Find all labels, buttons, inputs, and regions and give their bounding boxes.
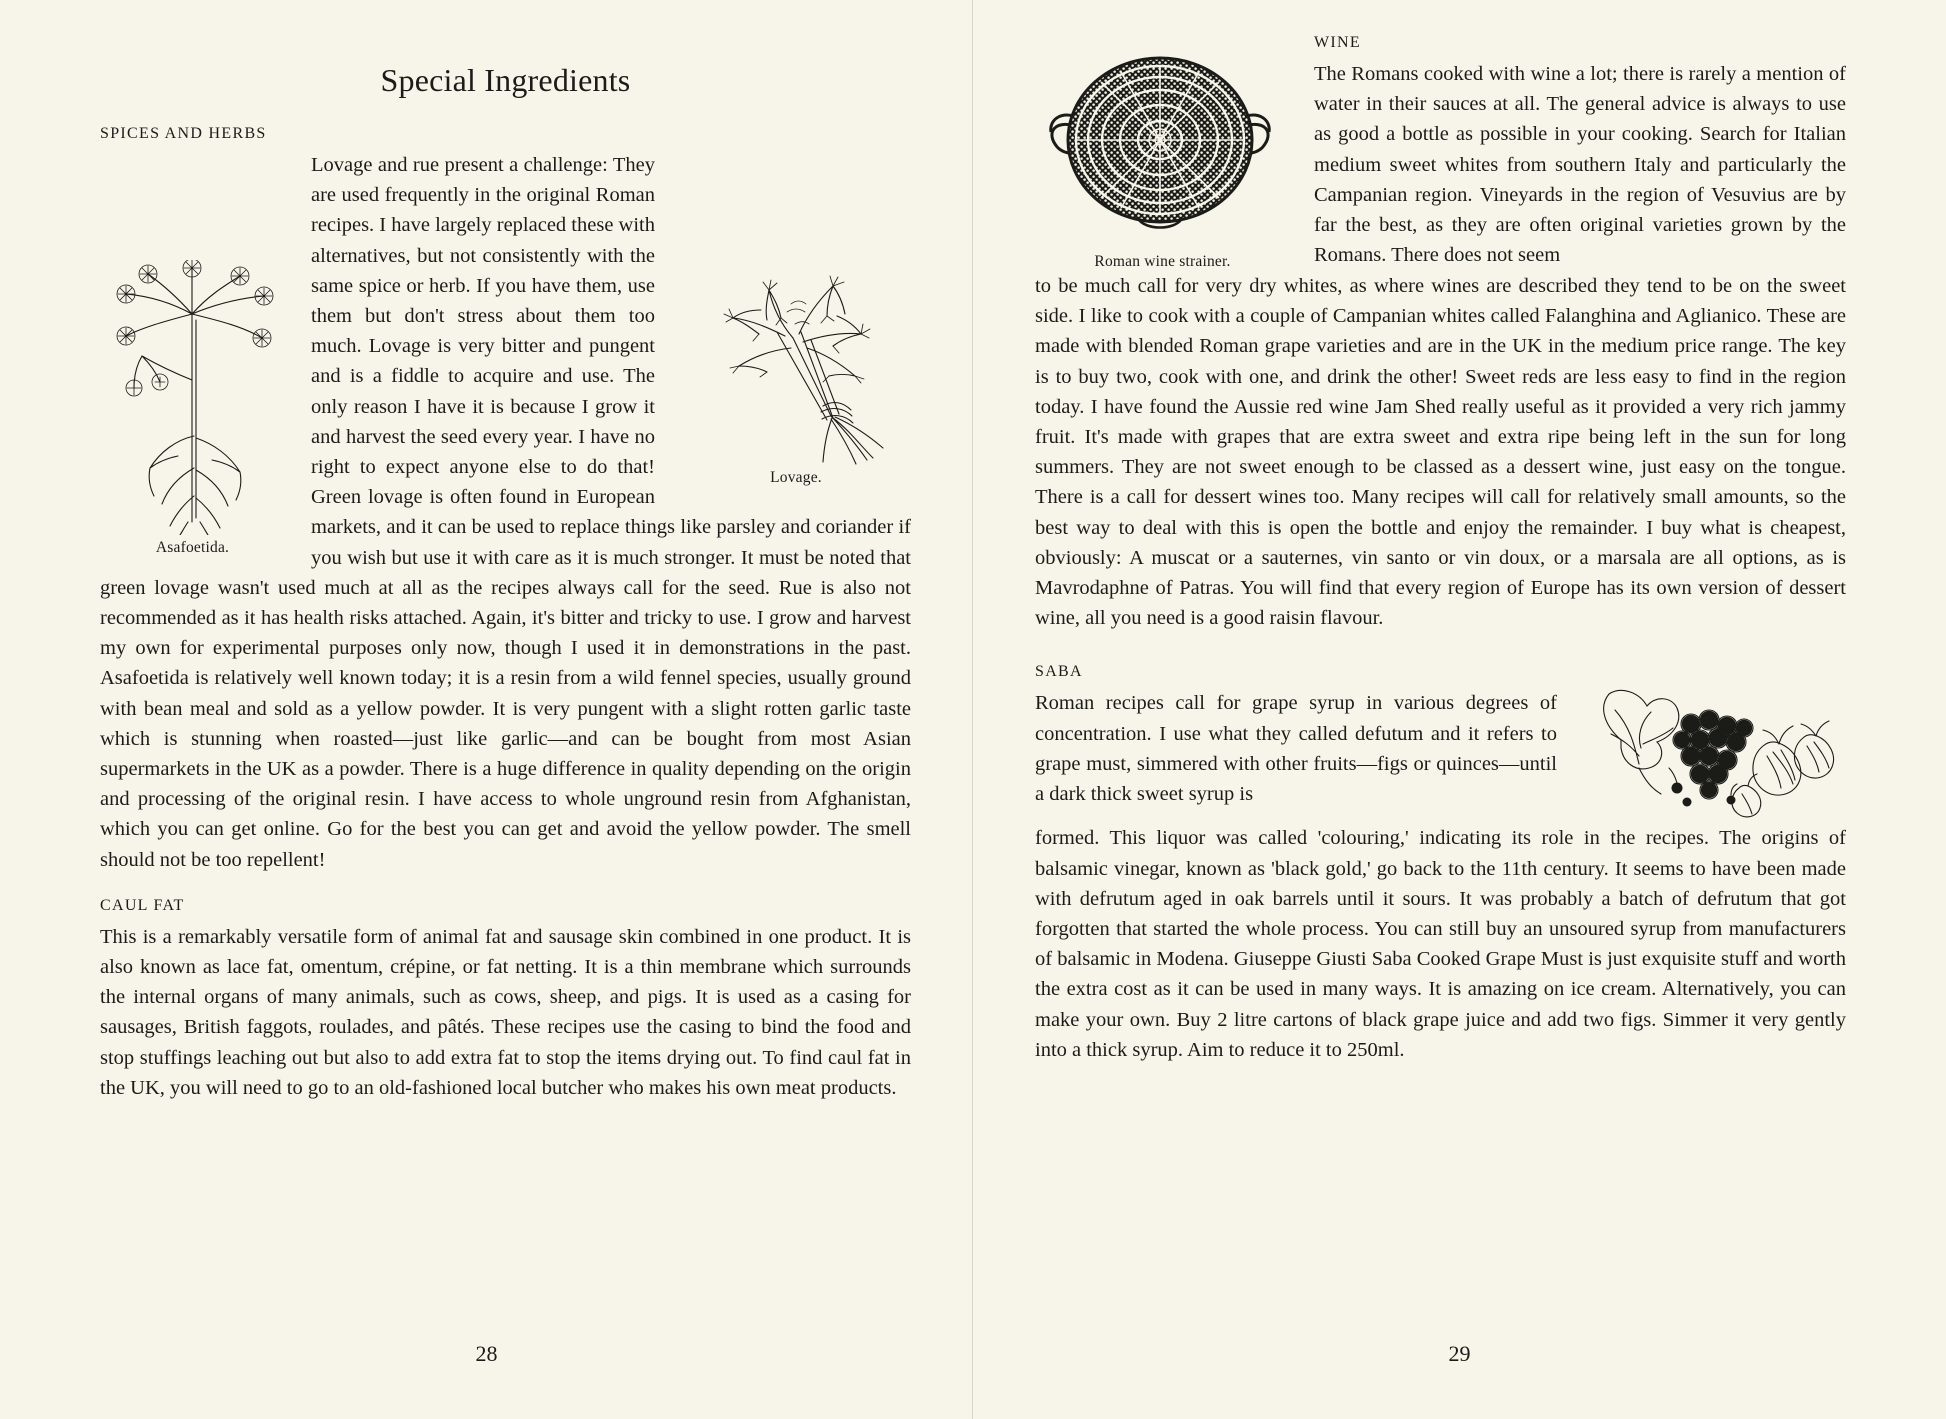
asafoetida-illustration xyxy=(100,260,285,535)
page-title: Special Ingredients xyxy=(380,62,631,98)
lovage-illustration xyxy=(681,220,911,465)
section-heading-saba: SABA xyxy=(1035,663,1083,681)
asafoetida-figure xyxy=(100,260,285,557)
left-page-number: 28 xyxy=(475,1341,498,1366)
wine-body-top: The Romans cooked with wine a lot; there is rarely a mention of water in their sauces at all. The general advice is always to use as good a bottle as possible in your cooking. Search for Italian medium sweet whites from southern Italy and particularly the Campanian region. Vineyards in the region of Vesuvius are by far the best, as they are often original varieties grown by the Romans. There does not seem xyxy=(1314,63,1846,267)
roman-wine-strainer-figure xyxy=(1035,34,1290,271)
roman-wine-strainer-caption: Roman wine strainer. xyxy=(1094,253,1231,270)
caul-fat-body: This is a remarkably versatile form of animal fat and sausage skin combined in one product. It is also known as lace fat, omentum, crépine, or fat netting. It is a thin membrane which surrounds the internal organs of many animals, such as cows, sheep, and pigs. It is used as a casing for sausages, British faggots, roulades, and pâtés. These recipes use the casing to bind the food and stop stuffings leaching out but also to add extra fat to stop the items drying out. To find caul fat in the UK, you will need to go to an old-fashioned local butcher who makes his own meat products. xyxy=(100,925,911,1099)
lovage-figure xyxy=(681,220,911,487)
section-heading-wine: WINE xyxy=(1314,34,1361,51)
right-page xyxy=(973,0,1946,1419)
right-page-number: 29 xyxy=(1448,1341,1471,1366)
lovage-caption: Lovage. xyxy=(770,469,822,486)
section-heading-caul-fat: CAUL FAT xyxy=(100,896,185,914)
saba-section xyxy=(1035,663,1846,1065)
fruit-cluster-illustration xyxy=(1581,684,1846,819)
spices-and-herbs-body: Lovage and rue present a challenge: They are used frequently in the original Roman recipes. I have largely replaced these with alternatives, but not consistently with the same spice or herb. If you have them, use them but don't stress about them too much. Lovage is very bitter and pungent and is a fiddle to acquire and use. The only reason I have it is because I grow it and harvest the seed every year. I have no right to expect anyone else to do that! Green lovage is often found in European markets, and it can be used to replace things like parsley and coriander if you wish but use it with care as it is much stronger. It must be noted that green lovage wasn't used much at all as the recipes always call for the seed. Rue is also not recommended as it has health risks attached. Again, it's bitter and tricky to use. I grow and harvest my own for experimental purposes only now, though I used it in demonstrations in the past. Asafoetida is relatively well known today; it is a resin from a wild fennel species, usually ground with bean meal and sold as a yellow powder. It is very pungent with a slight rotten garlic taste which is stunning when roasted—just like garlic—and can be bought from most Asian supermarkets in the UK as a powder. There is a huge difference in quality depending on the origin and processing of the original resin. I have access to whole unground resin from Afghanistan, which you can get online. Go for the best you can get and avoid the yellow powder. The smell should not be too repellent! xyxy=(100,154,911,871)
asafoetida-caption: Asafoetida. xyxy=(155,539,230,556)
wine-section-top xyxy=(1035,34,1846,271)
wine-body-rest: to be much call for very dry whites, as where wines are described they tend to be on the sweet side. I like to cook with a couple of Campanian whites called Falanghina and Aglianico. These are made with blended Roman grape varieties and are in the UK in the medium price range. The key is to buy two, cook with one, and drink the other! Sweet reds are less easy to find in the region today. I have found the Aussie red wine Jam Shed really useful as it provided a very rich jammy fruit. It's made with grapes that are extra sweet and extra ripe being left in the sun for long summers. They are not sweet enough to be classed as a dessert wine, just easy on the tongue. There is a call for dessert wines too. Many recipes will call for relatively small amounts, so the best way to deal with this is open the bottle and enjoy the remainder. I buy what is cheapest, obviously: A muscat or a sauternes, vin santo or vin doux, or a marsala are all options, as is Mavrodaphne of Patras. You will find that every region of Europe has its own version of dessert wine, all you need is a good raisin flavour. xyxy=(1035,275,1846,630)
roman-wine-strainer-illustration xyxy=(1035,34,1285,249)
saba-body-top: Roman recipes call for grape syrup in various degrees of concentration. I use what they called defutum and it refers to grape must, simmered with other fruits—figs or quinces—until a dark thick sweet syrup is xyxy=(1035,692,1557,806)
section-heading-spices-and-herbs: SPICES AND HERBS xyxy=(100,125,267,142)
saba-body-rest: formed. This liquor was called 'colouring,' indicating its role in the recipes. The origins of balsamic vinegar, known as 'black gold,' go back to the 11th century. It seems to have been made with defrutum aged in oak barrels until it sours. It was probably a batch of defrutum that got forgotten that started the whole process. You can still buy an unsoured syrup from manufacturers of balsamic in Modena. Giuseppe Giusti Saba Cooked Grape Must is just exquisite stuff and worth the extra cost as it can be used in many ways. It is amazing on ice cream. Alternatively, you can make your own. Buy 2 litre cartons of black grape juice and add two figs. Simmer it very gently into a thick syrup. Aim to reduce it to 250ml. xyxy=(1035,827,1846,1061)
fruit-cluster-figure xyxy=(1581,684,1846,819)
